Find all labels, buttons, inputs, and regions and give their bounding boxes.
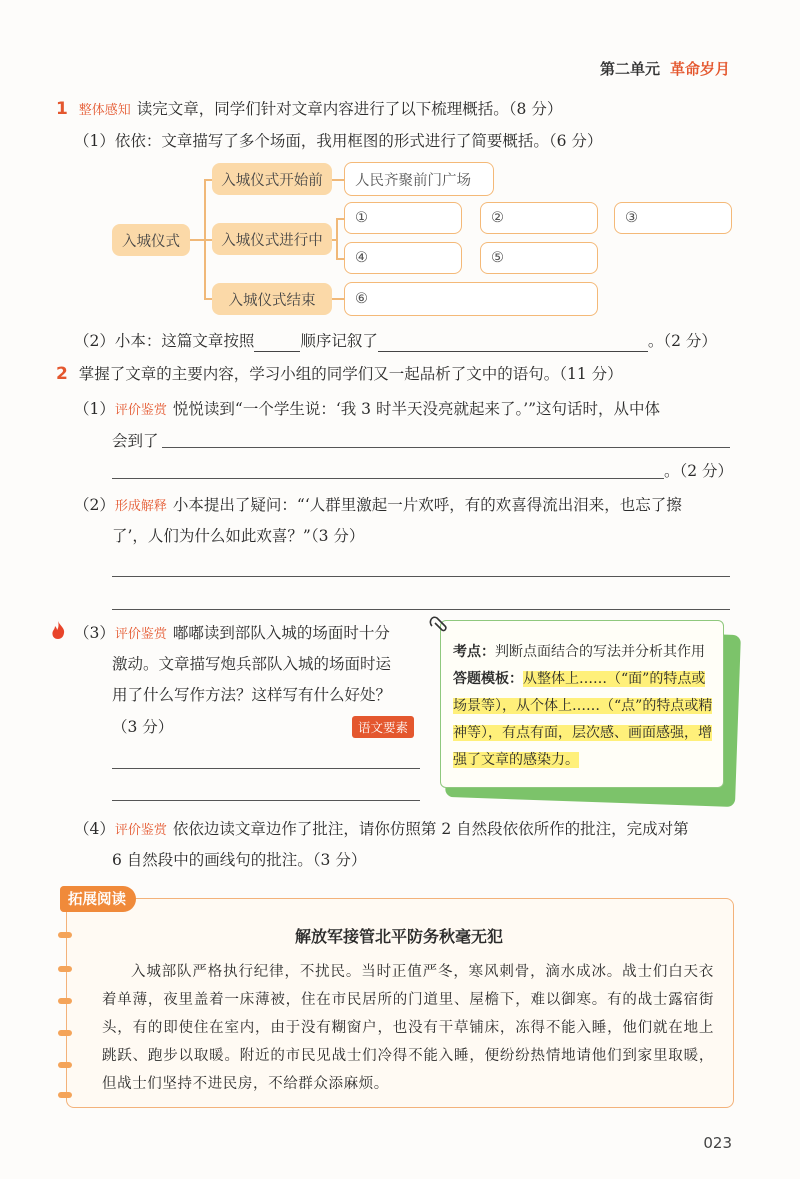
question-text: 掌握了文章的主要内容，学习小组的同学们又一起品析了文中的语句。（11 分） <box>78 365 623 383</box>
question-1-stem <box>56 98 562 122</box>
sub-tag: 评价鉴赏 <box>114 403 167 418</box>
sub-2-part-a: （2）小本：这篇文章按照 <box>74 332 255 350</box>
binder-ring <box>58 966 72 972</box>
key-point-text: 判断点面结合的写法并分析其作用 <box>495 644 705 660</box>
question-2-sub-3 <box>74 622 390 646</box>
answer-box-1[interactable]: ① <box>344 202 462 234</box>
flame-icon <box>50 620 66 640</box>
sub-number: （4） <box>74 820 115 838</box>
question-number: 1 <box>56 99 68 119</box>
answer-line[interactable] <box>112 768 420 769</box>
answer-line[interactable] <box>112 478 664 479</box>
unit-label: 第二单元 <box>599 60 660 78</box>
sub-number: （3） <box>74 624 115 642</box>
question-2-sub-4 <box>74 818 689 842</box>
answer-line[interactable] <box>112 609 730 610</box>
sub-number: （1） <box>74 400 115 418</box>
sub-2-part-c: 。（2 分） <box>647 332 717 350</box>
sub-3-score: （3 分） <box>112 718 174 736</box>
sub-text-line-1: 嘟嘟读到部队入城的场面时十分 <box>172 624 390 642</box>
literacy-badge: 语文要素 <box>352 716 414 738</box>
question-1-sub-1: （1）依依：文章描写了多个场面，我用框图的形式进行了简要概括。（6 分） <box>74 132 603 150</box>
stage-during-node: 入城仪式进行中 <box>212 223 332 255</box>
paperclip-icon <box>426 612 450 636</box>
root-node: 入城仪式 <box>112 224 190 256</box>
sub-1-score: 。（2 分） <box>664 462 734 480</box>
sub-tag: 评价鉴赏 <box>114 823 167 838</box>
unit-theme: 革命岁月 <box>669 60 730 78</box>
template-text: 从整体上……（“面”的特点或场景等），从个体上……（“点”的特点或精神等），有点有面，层次感、画面感强，增强了文章的感染力。 <box>453 671 713 768</box>
key-point-label: 考点： <box>453 644 495 660</box>
stage-before-node: 入城仪式开始前 <box>212 163 332 195</box>
connector <box>336 218 338 258</box>
binder-ring <box>58 1062 72 1068</box>
before-answer-box: 人民齐聚前门广场 <box>344 162 494 196</box>
binder-ring <box>58 1092 72 1098</box>
connector <box>332 298 344 300</box>
sub-text: 小本提出了疑问：“‘人群里激起一片欢呼，有的欢喜得流出泪来，也忘了擦 <box>172 496 682 514</box>
question-2-sub-2 <box>74 494 682 518</box>
answer-line[interactable] <box>112 800 420 801</box>
connector <box>190 239 204 241</box>
question-1-sub-2 <box>74 330 717 352</box>
page-number: 023 <box>703 1134 732 1152</box>
sub-number: （2） <box>74 496 115 514</box>
question-number: 2 <box>56 364 68 384</box>
sub-2-continuation: 了’，人们为什么如此欢喜？”（3 分） <box>112 527 365 545</box>
extension-paragraph: 入城部队严格执行纪律，不扰民。当时正值严冬，寒风刺骨，滴水成冰。战士们白天衣着单薄，夜里盖着一床薄被，住在市民居所的门道里、屋檐下，难以御寒。有的战士露宿街头，有的即使住在室内，由于没有糊窗户，也没有干草铺床，冻得不能入睡，他们就在地上跳跃、跑步以取暖。附近的市民见战士们冷得不能入睡，便纷纷热情地请他们到家里取暖，但战士们坚持不进民房，不给群众添麻烦。 <box>102 964 714 1092</box>
sub-3-line-2: 激动。文章描写炮兵部队入城的场面时运 <box>112 655 392 673</box>
sub-2-part-b: 顺序记叙了 <box>300 332 378 350</box>
connector <box>332 179 344 181</box>
tip-note-card <box>440 620 732 798</box>
blank-order[interactable] <box>254 335 300 352</box>
answer-box-3[interactable]: ③ <box>614 202 732 234</box>
extension-tag: 拓展阅读 <box>60 886 136 912</box>
note-content <box>440 620 724 788</box>
blank-content[interactable] <box>378 335 648 352</box>
answer-box-5[interactable]: ⑤ <box>480 242 598 274</box>
unit-header <box>600 58 730 79</box>
question-2-sub-1 <box>74 398 660 422</box>
binder-ring <box>58 998 72 1004</box>
sub-text: 悦悦读到“一个学生说：‘我 3 时半天没亮就起来了。’”这句话时，从中体 <box>172 400 661 418</box>
question-2-stem <box>56 363 623 385</box>
sub-text: 依依边读文章边作了批注，请你仿照第 2 自然段依依所作的批注，完成对第 <box>172 820 689 838</box>
template-label: 答题模板： <box>453 671 523 687</box>
sub-tag: 评价鉴赏 <box>114 627 167 642</box>
answer-line[interactable] <box>162 447 730 448</box>
connector <box>336 218 344 220</box>
connector <box>204 298 212 300</box>
question-tag: 整体感知 <box>78 103 131 118</box>
sub-tag: 形成解释 <box>114 499 167 514</box>
stage-after-node: 入城仪式结束 <box>212 283 332 315</box>
answer-box-6[interactable]: ⑥ <box>344 282 598 316</box>
answer-box-4[interactable]: ④ <box>344 242 462 274</box>
answer-line[interactable] <box>112 576 730 577</box>
connector <box>204 239 212 241</box>
sub-4-continuation: 6 自然段中的画线句的批注。（3 分） <box>112 851 367 869</box>
connector <box>204 179 212 181</box>
sub-3-line-3: 用了什么写作方法？这样写有什么好处？ <box>112 686 392 704</box>
extension-title: 解放军接管北平防务秋毫无犯 <box>294 927 503 946</box>
binder-ring <box>58 1030 72 1036</box>
connector <box>336 258 344 260</box>
question-text: 读完文章，同学们针对文章内容进行了以下梳理概括。（8 分） <box>136 100 563 118</box>
answer-box-2[interactable]: ② <box>480 202 598 234</box>
sub-1-continuation: 会到了 <box>112 432 159 450</box>
